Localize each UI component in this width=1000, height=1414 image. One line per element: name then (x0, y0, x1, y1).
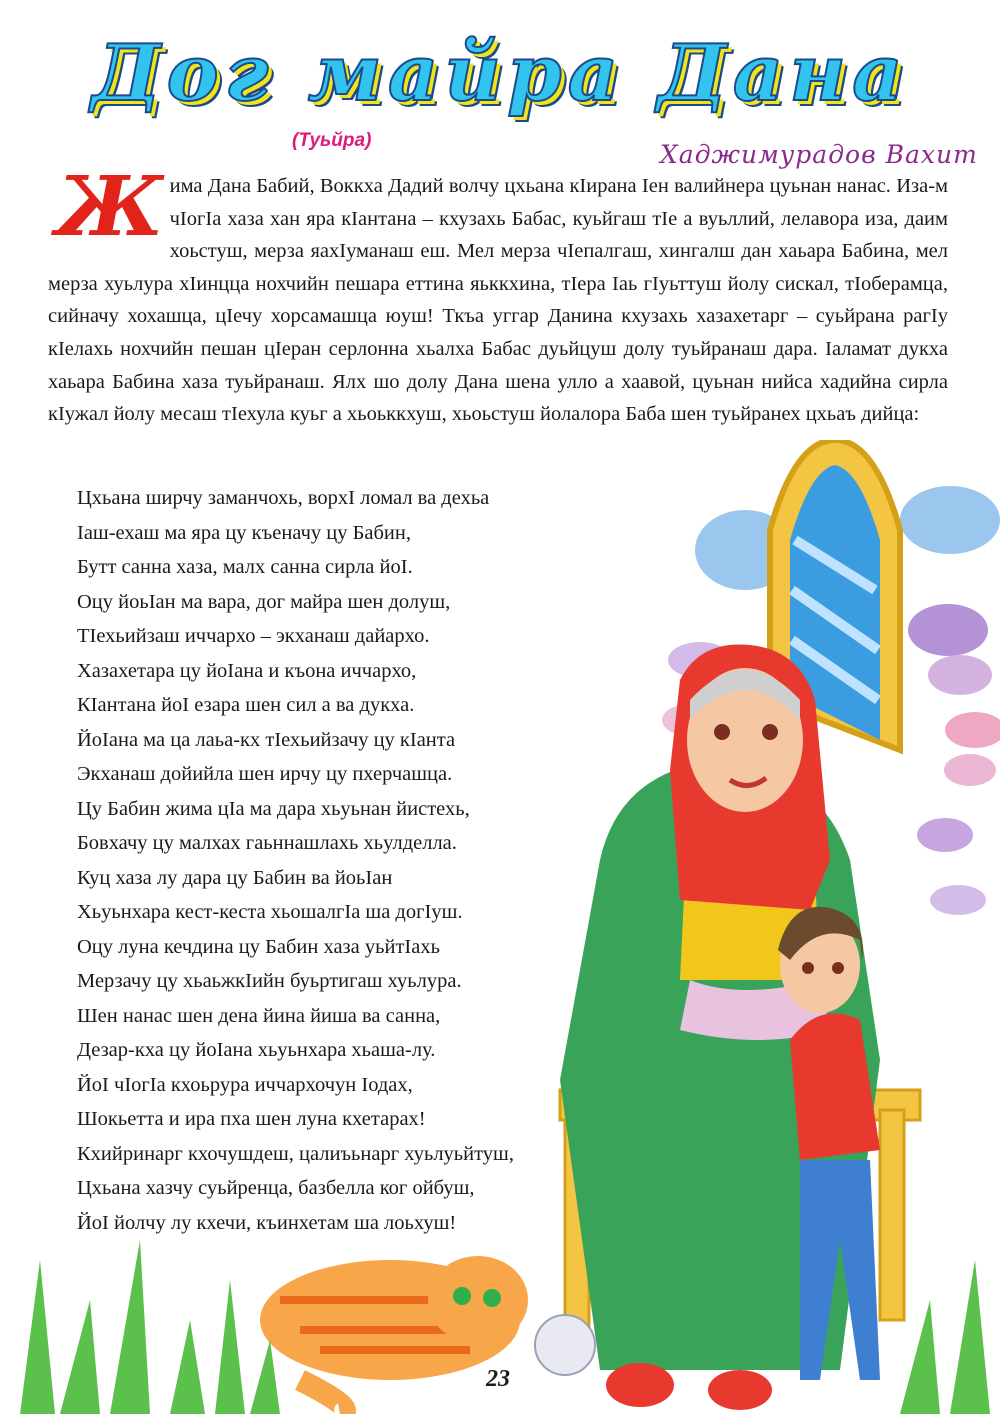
poem-line: ЙоI йолчу лу кхечи, къинхетам ша лоьхуш! (77, 1211, 457, 1234)
intro-text: има Дана Бабий, Воккха Дадий волчу цхьана кIирана Iен валийнера цуьнан нанас. Иза-м чIогIа хаза хан яра кIантана – кхузахь Бабас, куьйгаш тIе а вуьллий, лелавора иза, даим хоьстуш, мерза яахIуманаш еш. Мел мерза чIепалгаш, хингалш дан хаьара Бабина, мел мерза хуьлура хIинцца нохчийн пешара еттина яьккхина, тIера Iаь гIуьттуш йолу сискал, тIоберамца, сийначу хохашца, цIечу хорсамашца юуш! Ткъа уггар Данина кхузахь хазахетарг – суьйрана рагIу кIелахь нохчийн пешан цIеран серлонна хьалха Бабас дуьйцуш долу туьйранаш дара. Iаламат дукха хаьара Бабина хаза туьйранаш. Ялх шо долу Дана шена улло а хаавой, цуьнан нийса хадийна сирла кIужал йолу месаш тIехула куьг а хьоьккхуш, хьоьстуш йолалора Баба шен туьйранех цхьаъ дийца: (48, 175, 948, 426)
drop-cap: Ж (56, 159, 164, 255)
author-name: Хаджимурадов Вахит (660, 140, 978, 169)
poem-line: Цхьана хазчу суьйренца, базбелла ког ойбуш, (77, 1177, 475, 1199)
poem-line: ЙоIана ма ца лаьа-кх тIехьийзачу цу кIанта (77, 728, 456, 751)
poem-line: Шокьетта и ира пха шен луна кхетарах! (77, 1108, 426, 1130)
intro-paragraph (48, 159, 948, 431)
poem-line: Дезар-кха цу йоIана хьуьнхара хьаша-лу. (77, 1039, 436, 1061)
genre-label: (Туьйра) (292, 130, 372, 151)
poem-line: Цхьана ширчу заманчохь, ворхI ломал ва дехьа (77, 487, 490, 509)
page-number: 23 (486, 1366, 510, 1392)
poem-line: Шен нанас шен дена йина йиша ва санна, (77, 1004, 441, 1027)
poem-line: Кхийринарг кхочушдеш, цалиъьнарг хуьлуьйтуш, (77, 1142, 514, 1165)
poem-line: Хьуьнхара кест-кеста хьошалгIа ша догIуш. (77, 901, 463, 923)
poem-line: Куц хаза лу дара цу Бабин ва йоьIан (77, 866, 393, 889)
poem-line: ТIехьийзаш иччархо – экханаш дайархо. (77, 625, 430, 647)
poem-line: Экханаш дойийла шен ирчу цу пхерчашца. (77, 763, 453, 785)
poem (77, 481, 597, 1240)
yarn-ball (535, 1315, 595, 1375)
poem-line: Iаш-ехаш ма яра цу къеначу цу Бабин, (77, 521, 411, 544)
poem-line: Бовхачу цу малхах гаьннашлахь хьулделла. (77, 832, 457, 854)
poem-line: ЙоI чIогIа кхоьрура иччархочун Iодах, (77, 1073, 413, 1096)
poem-line: Мерзачу цу хьаьжкIийн буьртигаш хуьлура. (77, 970, 462, 992)
poem-line: Оцу йоьIан ма вара, дог майра шен долуш, (77, 590, 451, 613)
poem-line: КIантана йоI езара шен сил а ва дукха. (77, 694, 415, 716)
poem-line: Оцу луна кечдина цу Бабин хаза уьйтIахь (77, 935, 440, 958)
poem-line: Бутт санна хаза, малх санна сирла йоI. (77, 556, 413, 578)
poem-line: Цу Бабин жима цIа ма дара хьуьнан йистехь, (77, 797, 470, 820)
poem-line: Хазахетара цу йоIана и къона иччархо, (77, 659, 417, 682)
story-title: Дог майра Дана (91, 28, 909, 119)
